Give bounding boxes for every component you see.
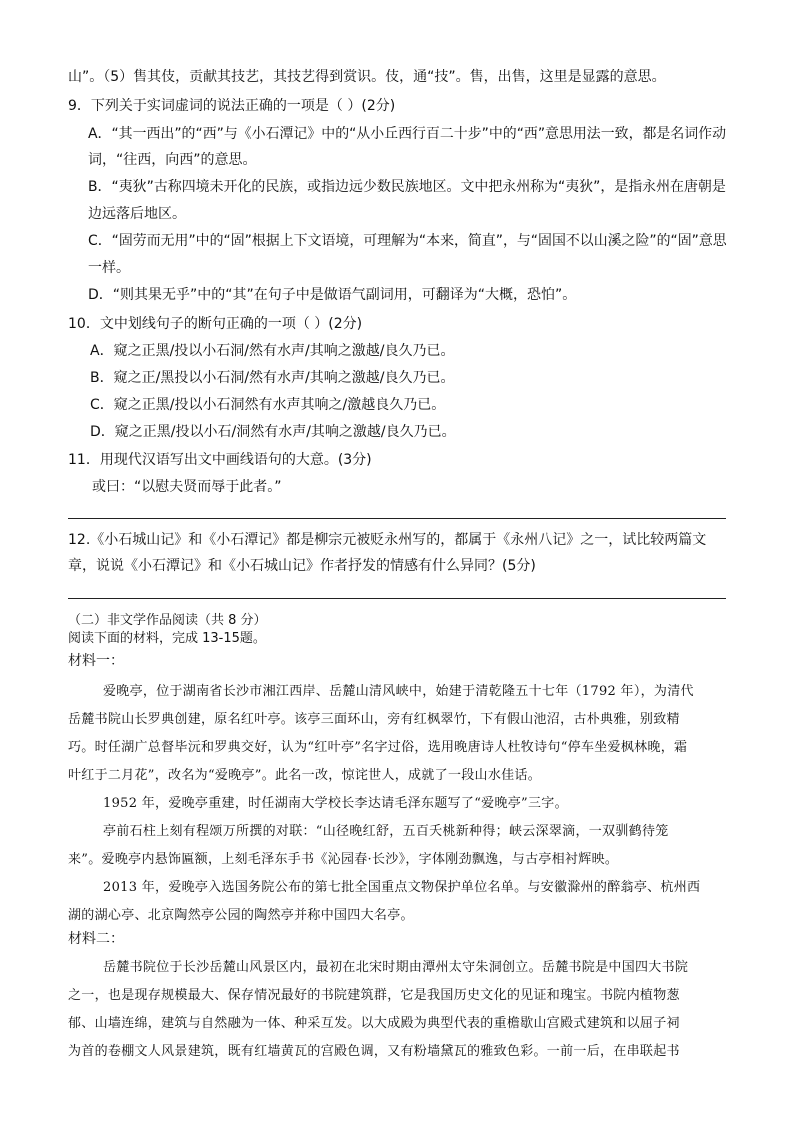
section-instruction: 阅读下面的材料，完成 13-15题。 bbox=[68, 631, 266, 646]
material-1-paragraph-1-line: 巧。时任湖广总督毕沅和罗典交好，认为“红叶亭”名字过俗，选用晚唐诗人杜牧诗句“停车坐爱枫林晚，霜 bbox=[68, 740, 688, 755]
q10-stem: 10．文中划线句子的断句正确的一项（ ）(2分) bbox=[68, 316, 363, 332]
q11-stem: 11．用现代汉语写出文中画线语句的大意。(3分) bbox=[68, 452, 372, 468]
q10-option-c: C．窥之正黑/投以小石洞然有水声其响之/激越良久乃已。 bbox=[90, 397, 446, 413]
material-1-paragraph-2: 1952 年，爱晚亭重建，时任湖南大学校长李达请毛泽东题写了“爱晚亭”三字。 bbox=[103, 796, 568, 811]
material-1-paragraph-4-line: 2013 年，爱晚亭入选国务院公布的第七批全国重点文物保护单位名单。与安徽滁州的醉翁亭、杭州西 bbox=[103, 880, 701, 895]
material-2-paragraph-line: 郁、山墙连绵，建筑与自然融为一体、种采互发。以大成殿为典型代表的重檐歇山宫殿式建筑和以屈子祠 bbox=[68, 1016, 680, 1031]
q9-option-a-line2: 词，“往西，向西”的意思。 bbox=[88, 152, 257, 168]
material-2-paragraph-line: 岳麓书院位于长沙岳麓山风景区内，最初在北宋时期由潭州太守朱洞创立。岳麓书院是中国四大书院 bbox=[103, 960, 689, 975]
material-1-paragraph-1-line: 叶红于二月花”，改名为“爱晚亭”。此名一改，惊诧世人，成就了一段山水佳话。 bbox=[68, 768, 542, 783]
q10-option-b: B．窥之正/黑投以小石洞/然有水声/其响之激越/良久乃已。 bbox=[90, 370, 455, 386]
q11-quote: 或曰：“以慰夫贤而辱于此者。” bbox=[92, 479, 282, 495]
q9-stem: 9．下列关于实词虚词的说法正确的一项是（ ）(2分) bbox=[68, 98, 396, 114]
material-1-paragraph-3-line: 亭前石柱上刻有程颂万所撰的对联：“山径晚红舒，五百夭桃新种得；峡云深翠滴，一双驯鹤待笼 bbox=[103, 824, 669, 839]
q12-line1: 12.《小石城山记》和《小石潭记》都是柳宗元被贬永州写的，都属于《永州八记》之一，试比较两篇文 bbox=[68, 532, 707, 548]
material-1-paragraph-1-line: 岳麓书院山长罗典创建，原名红叶亭。该亭三面环山，旁有红枫翠竹，下有假山池沼，古朴典雅，别致精 bbox=[68, 712, 680, 727]
q9-option-c-line2: 一样。 bbox=[88, 260, 130, 276]
q9-option-b-line1: B．“夷狄”古称四境未开化的民族，或指边远少数民族地区。文中把永州称为“夷狄”，是指永州在唐朝是 bbox=[88, 179, 726, 195]
q11-answer-line[interactable] bbox=[68, 518, 726, 519]
material-2-paragraph-line: 为首的卷棚文人风景建筑，既有红墙黄瓦的宫殿色调，又有粉墙黛瓦的雅致色彩。一前一后，在串联起书 bbox=[68, 1044, 680, 1059]
q10-option-a: A．窥之正黑/投以小石洞/然有水声/其响之激越/良久乃已。 bbox=[90, 343, 455, 359]
material-2-paragraph-line: 之一，也是现存规模最大、保存情况最好的书院建筑群，它是我国历史文化的见证和瑰宝。书院内植物葱 bbox=[68, 988, 680, 1003]
material-1-paragraph-4-line: 湖的湖心亭、北京陶然亭公园的陶然亭并称中国四大名亭。 bbox=[68, 908, 414, 923]
section-heading: （二）非文学作品阅读（共 8 分） bbox=[68, 613, 267, 628]
material-2-label: 材料二： bbox=[68, 931, 124, 947]
material-1-paragraph-1-line: 爱晚亭，位于湖南省长沙市湘江西岸、岳麓山清风峡中，始建于清乾隆五十七年（1792 年），为清代 bbox=[103, 684, 694, 699]
material-1-paragraph-3-line: 来”。爱晚亭内悬饰匾额，上刻毛泽东手书《沁园春·长沙》，字体刚劲飘逸，与古亭相衬辉映。 bbox=[68, 852, 619, 867]
material-1-label: 材料一： bbox=[68, 653, 124, 669]
q9-option-d: D．“则其果无乎”中的“其”在句子中是做语气副词用，可翻译为“大概，恐怕”。 bbox=[88, 287, 577, 303]
q10-option-d: D．窥之正黑/投以小石/洞然有水声/其响之激越/良久乃已。 bbox=[90, 424, 456, 440]
q9-option-a-line1: A．“其一西出”的“西”与《小石潭记》中的“从小丘西行百二十步”中的“西”意思用法一致，都是名词作动 bbox=[88, 126, 727, 142]
q12-line2: 章，说说《小石潭记》和《小石城山记》作者抒发的情感有什么异同？(5分) bbox=[68, 558, 536, 574]
q9-option-c-line1: C．“固劳而无用”中的“固”根据上下文语境，可理解为“本来，简直”，与“固国不以山溪之险”的“固”意思 bbox=[88, 233, 727, 249]
previous-answer-note: 山”。（5）售其伎，贡献其技艺，其技艺得到赏识。伎，通“技”。售，出售，这里是显露的意思。 bbox=[68, 69, 666, 85]
q12-answer-line[interactable] bbox=[68, 598, 726, 599]
q9-option-b-line2: 边远落后地区。 bbox=[88, 206, 186, 222]
